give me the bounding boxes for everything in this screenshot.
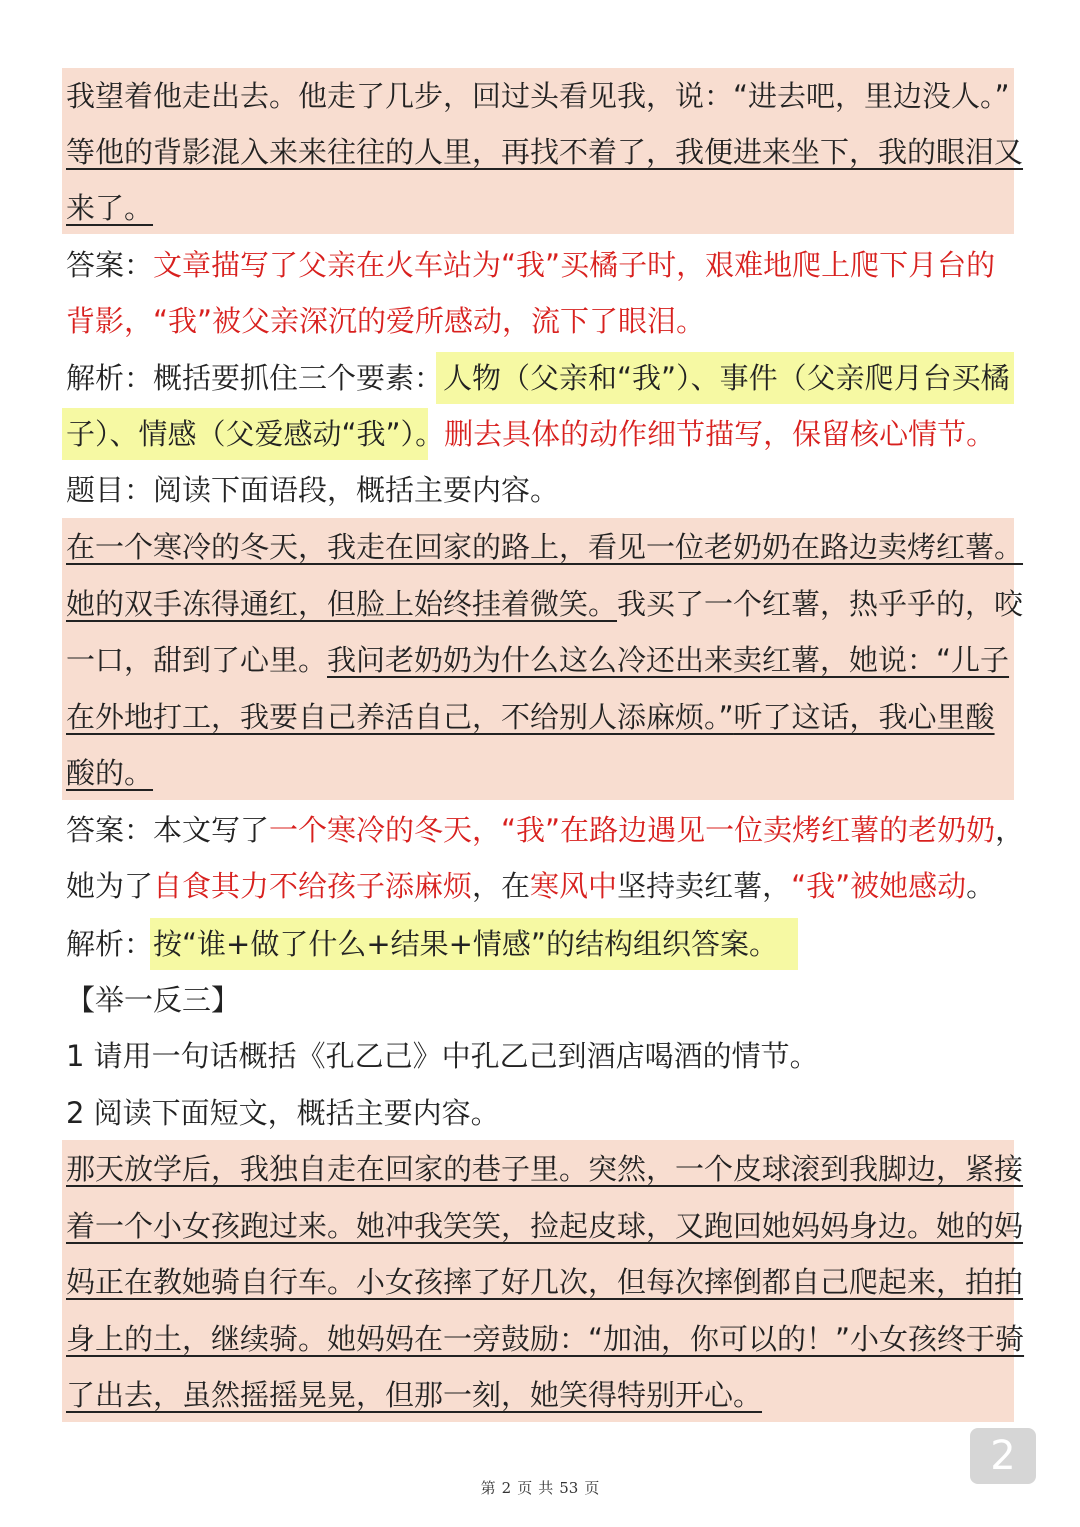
passage-2-line-3-b: 我问老奶奶为什么这么冷还出来卖红薯，她说：“儿子 (327, 643, 1010, 677)
answer-2-text-4: 。 (966, 869, 996, 903)
answer-1-text-1: 文章描写了父亲在火车站为“我”买橘子时，艰难地爬上爬下月台的 (153, 248, 996, 282)
passage-2-line-2-b: 我买了一个红薯，热乎乎的，咬 (617, 587, 1024, 621)
answer-2-line-1 (66, 802, 1024, 858)
footer-current-page: 2 (501, 1479, 512, 1497)
answer-2-line-2 (66, 858, 995, 914)
answer-2-red-2: 自食其力不给孩子添麻烦 (153, 869, 473, 903)
passage-1-line-1: 我望着他走出去。他走了几步，回过头看见我，说：“进去吧，里边没人。” (66, 79, 1010, 113)
answer-2-red-1: 一个寒冷的冬天，“我”在路边遇见一位卖烤红薯的老奶奶 (269, 813, 996, 847)
passage-3-line-3: 妈正在教她骑自行车。小女孩摔了好几次，但每次摔倒都自己爬起来，拍拍 (66, 1265, 1024, 1299)
passage-3-line-1: 那天放学后，我独自走在回家的巷子里。突然，一个皮球滚到我脚边，紧接 (66, 1152, 1024, 1186)
passage-2-line-3 (66, 632, 1009, 688)
passage-2-line-1: 在一个寒冷的冬天，我走在回家的路上，看见一位老奶奶在路边卖烤红薯。 (66, 530, 1024, 564)
answer-2-comma: ， (995, 813, 1025, 847)
answer-2-text-3: 坚持卖红薯， (617, 869, 792, 903)
passage-3-line-5: 了出去，虽然摇摇晃晃，但那一刻，她笑得特别开心。 (66, 1378, 763, 1412)
passage-1-line-2: 等他的背影混入来来往往的人里，再找不着了，我便进来坐下，我的眼泪又 (66, 135, 1024, 169)
answer-2-text-2: ，在 (472, 869, 531, 903)
passage-2-line-2-a: 她的双手冻得通红，但脸上始终挂着微笑。 (66, 587, 618, 621)
passage-1-line-3: 来了。 (66, 191, 154, 225)
answer-1-label: 答案： (66, 248, 154, 282)
passage-2-line-3-a: 一口，甜到了心里。 (66, 643, 328, 677)
answer-2-text-1: 她为了 (66, 869, 154, 903)
explanation-1-label: 解析：概括要抓住三个要素： (66, 361, 444, 395)
explanation-1-period: 。 (415, 417, 445, 451)
footer-word-gong: 共 (538, 1479, 554, 1497)
passage-3-line-2: 着一个小女孩跑过来。她冲我笑笑，捡起皮球，又跑回她妈妈身边。她的妈 (66, 1209, 1024, 1243)
footer-word-di: 第 (480, 1479, 496, 1497)
explanation-1-highlight-2: 子）、情感（父爱感动“我”） (66, 417, 416, 451)
section-heading: 【举一反三】 (66, 983, 241, 1017)
explanation-2-highlight: 按“谁+做了什么+结果+情感”的结构组织答案。 (153, 927, 778, 961)
answer-1-line-1 (66, 237, 995, 293)
explanation-1-line-2 (66, 406, 995, 462)
passage-2-line-2 (66, 576, 1023, 632)
answer-2-red-3: 寒风中 (530, 869, 618, 903)
passage-3-line-4: 身上的土，继续骑。她妈妈在一旁鼓励：“加油，你可以的！”小女孩终于骑 (66, 1322, 1025, 1356)
answer-2-label: 答案：本文写了 (66, 813, 270, 847)
exercise-2: 2 阅读下面短文，概括主要内容。 (66, 1096, 500, 1130)
passage-2-line-4-b: 不给别人添麻烦。” (501, 700, 734, 734)
footer-word-ye-2: 页 (584, 1479, 600, 1497)
answer-1-line-2: 背影，“我”被父亲深沉的爱所感动，流下了眼泪。 (66, 304, 706, 338)
page-footer (0, 1474, 1080, 1502)
exercise-1: 1 请用一句话概括《孔乙己》中孔乙己到酒店喝酒的情节。 (66, 1039, 819, 1073)
answer-2-red-4: “我”被她感动 (791, 869, 967, 903)
explanation-1-red-text: 删去具体的动作细节描写，保留核心情节。 (444, 417, 996, 451)
page-number-badge: 2 (970, 1428, 1036, 1484)
explanation-2 (66, 916, 778, 972)
footer-total-pages: 53 (559, 1479, 579, 1497)
passage-2-line-4-c: 听了这话，我心里酸 (733, 700, 995, 734)
footer-word-ye-1: 页 (517, 1479, 533, 1497)
explanation-1-highlight-1: 人物（父亲和“我”）、事件（父亲爬月台买橘 (443, 361, 1010, 395)
explanation-2-label: 解析： (66, 927, 154, 961)
explanation-1-line-1 (66, 350, 1010, 406)
passage-2-line-4-a: 在外地打工，我要自己养活自己， (66, 700, 502, 734)
passage-2-line-4 (66, 689, 995, 745)
question-2: 题目：阅读下面语段，概括主要内容。 (66, 473, 560, 507)
passage-2-line-5: 酸的。 (66, 756, 154, 790)
